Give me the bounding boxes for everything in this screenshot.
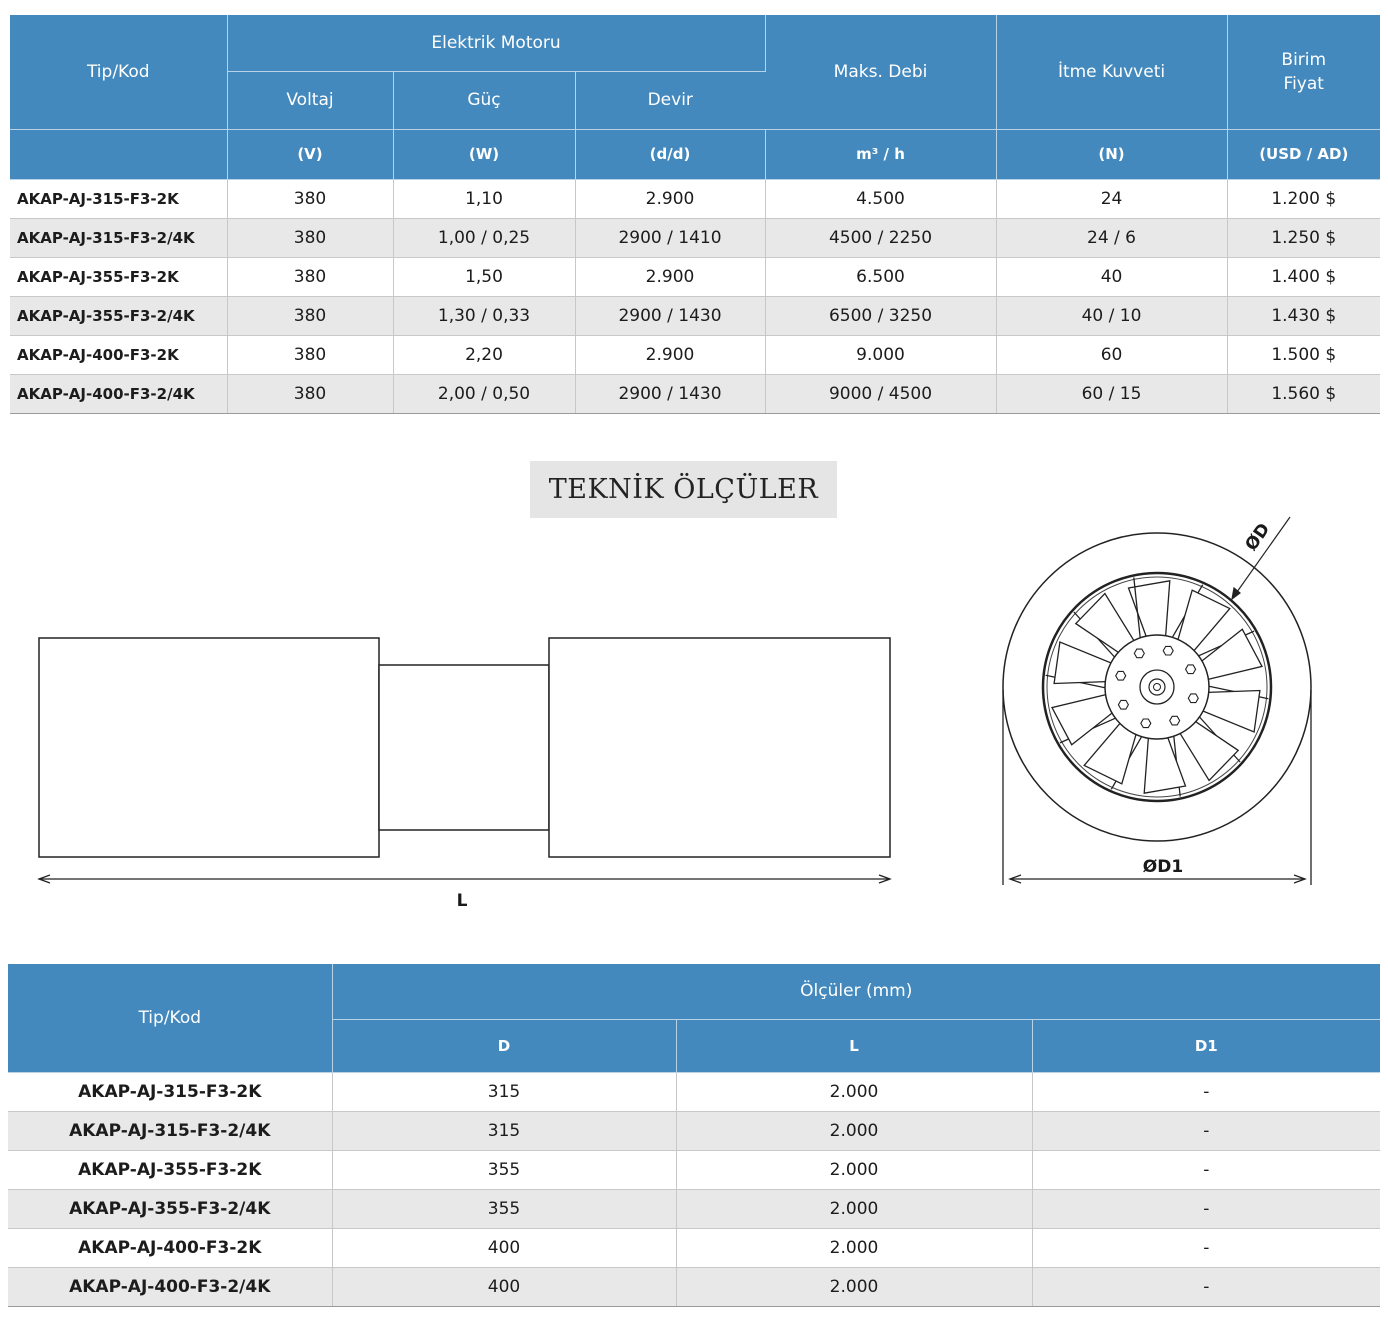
fan-side-view [39, 638, 890, 857]
cell-d: 400 [332, 1228, 676, 1267]
cell-d1: - [1032, 1189, 1380, 1228]
cell-guc: 2,00 / 0,50 [393, 374, 575, 413]
cell-code: AKAP-AJ-400-F3-2/4K [8, 1267, 332, 1306]
cell-voltaj: 380 [227, 257, 393, 296]
header-tip-kod: Tip/Kod [10, 15, 227, 129]
cell-debi: 6.500 [765, 257, 996, 296]
header-unit-debi: m³ / h [765, 129, 996, 179]
cell-d: 355 [332, 1189, 676, 1228]
header-devir: Devir [575, 71, 765, 129]
cell-d1: - [1032, 1267, 1380, 1306]
cell-itme: 40 / 10 [996, 296, 1227, 335]
header-itme-kuvveti: İtme Kuvveti [996, 15, 1227, 129]
cell-code: AKAP-AJ-355-F3-2/4K [8, 1189, 332, 1228]
cell-l: 2.000 [676, 1228, 1032, 1267]
cell-l: 2.000 [676, 1267, 1032, 1306]
table-row [8, 1267, 1380, 1306]
length-dimension-line [39, 875, 890, 883]
cell-guc: 1,00 / 0,25 [393, 218, 575, 257]
hub-bolt [1170, 716, 1180, 725]
cell-devir: 2.900 [575, 179, 765, 218]
header-unit-voltaj: (V) [227, 129, 393, 179]
cell-debi: 4.500 [765, 179, 996, 218]
cell-code: AKAP-AJ-315-F3-2/4K [8, 1111, 332, 1150]
cell-d: 355 [332, 1150, 676, 1189]
cell-fiyat: 1.430 $ [1227, 296, 1380, 335]
cell-l: 2.000 [676, 1072, 1032, 1111]
cell-code: AKAP-AJ-355-F3-2K [8, 1150, 332, 1189]
cell-debi: 9.000 [765, 335, 996, 374]
cell-l: 2.000 [676, 1111, 1032, 1150]
cell-guc: 1,50 [393, 257, 575, 296]
cell-debi: 6500 / 3250 [765, 296, 996, 335]
hub-bolt [1141, 719, 1151, 728]
cell-code: AKAP-AJ-355-F3-2K [10, 257, 227, 296]
fan-front-view [1003, 533, 1311, 841]
side-view-motor [379, 665, 549, 830]
header-elektrik-motoru: Elektrik Motoru [227, 15, 765, 71]
cell-d1: - [1032, 1072, 1380, 1111]
cell-code: AKAP-AJ-400-F3-2/4K [10, 374, 227, 413]
table-row [8, 1228, 1380, 1267]
cell-devir: 2900 / 1410 [575, 218, 765, 257]
header-birim-fiyat-line2: Fiyat [1283, 73, 1324, 94]
cell-devir: 2.900 [575, 257, 765, 296]
cell-itme: 60 / 15 [996, 374, 1227, 413]
table-row [8, 1111, 1380, 1150]
hub-bolt [1163, 646, 1173, 655]
hub-bolt [1116, 671, 1126, 680]
hub-bolt [1186, 665, 1196, 674]
cell-devir: 2.900 [575, 335, 765, 374]
header-voltaj: Voltaj [227, 71, 393, 129]
table-row [8, 1072, 1380, 1111]
cell-debi: 9000 / 4500 [765, 374, 996, 413]
cell-voltaj: 380 [227, 218, 393, 257]
cell-fiyat: 1.250 $ [1227, 218, 1380, 257]
cell-guc: 1,10 [393, 179, 575, 218]
cell-code: AKAP-AJ-400-F3-2K [10, 335, 227, 374]
dim-header-d1: D1 [1032, 1019, 1380, 1072]
header-unit-fiyat: (USD / AD) [1227, 129, 1380, 179]
dimensions-table [8, 964, 1380, 1307]
cell-code: AKAP-AJ-400-F3-2K [8, 1228, 332, 1267]
cell-devir: 2900 / 1430 [575, 374, 765, 413]
header-birim-fiyat-line1: Birim [1281, 49, 1327, 70]
dim-header-olculer: Ölçüler (mm) [332, 964, 1380, 1019]
section-title: TEKNİK ÖLÇÜLER [530, 461, 837, 518]
header-unit-itme: (N) [996, 129, 1227, 179]
cell-l: 2.000 [676, 1150, 1032, 1189]
cell-guc: 2,20 [393, 335, 575, 374]
outer-diameter-label: ØD1 [1142, 857, 1184, 877]
side-view-left-body [39, 638, 379, 857]
side-view-right-body [549, 638, 890, 857]
cell-voltaj: 380 [227, 296, 393, 335]
cell-code: AKAP-AJ-315-F3-2K [8, 1072, 332, 1111]
cell-d: 315 [332, 1111, 676, 1150]
cell-fiyat: 1.500 $ [1227, 335, 1380, 374]
dim-header-tip-kod: Tip/Kod [8, 964, 332, 1072]
cell-itme: 24 [996, 179, 1227, 218]
dim-header-d: D [332, 1019, 676, 1072]
cell-voltaj: 380 [227, 179, 393, 218]
cell-fiyat: 1.200 $ [1227, 179, 1380, 218]
cell-d: 315 [332, 1072, 676, 1111]
header-unit-devir: (d/d) [575, 129, 765, 179]
table-row [8, 1150, 1380, 1189]
cell-code: AKAP-AJ-315-F3-2/4K [10, 218, 227, 257]
cell-debi: 4500 / 2250 [765, 218, 996, 257]
hub-bolt [1118, 700, 1128, 709]
cell-code: AKAP-AJ-355-F3-2/4K [10, 296, 227, 335]
diameter-label: ØD [1241, 519, 1275, 555]
hub-bolt [1134, 649, 1144, 658]
cell-voltaj: 380 [227, 335, 393, 374]
cell-guc: 1,30 / 0,33 [393, 296, 575, 335]
cell-d: 400 [332, 1267, 676, 1306]
cell-itme: 40 [996, 257, 1227, 296]
header-guc: Güç [393, 71, 575, 129]
cell-d1: - [1032, 1111, 1380, 1150]
header-unit-guc: (W) [393, 129, 575, 179]
cell-fiyat: 1.400 $ [1227, 257, 1380, 296]
length-label: L [456, 891, 468, 911]
dim-header-l: L [676, 1019, 1032, 1072]
cell-voltaj: 380 [227, 374, 393, 413]
cell-code: AKAP-AJ-315-F3-2K [10, 179, 227, 218]
hub-shaft-core [1154, 684, 1161, 691]
cell-itme: 60 [996, 335, 1227, 374]
hub-bolt [1188, 694, 1198, 703]
table-row [8, 1189, 1380, 1228]
cell-d1: - [1032, 1228, 1380, 1267]
cell-itme: 24 / 6 [996, 218, 1227, 257]
cell-d1: - [1032, 1150, 1380, 1189]
cell-l: 2.000 [676, 1189, 1032, 1228]
cell-devir: 2900 / 1430 [575, 296, 765, 335]
header-maks-debi: Maks. Debi [765, 15, 996, 129]
cell-fiyat: 1.560 $ [1227, 374, 1380, 413]
